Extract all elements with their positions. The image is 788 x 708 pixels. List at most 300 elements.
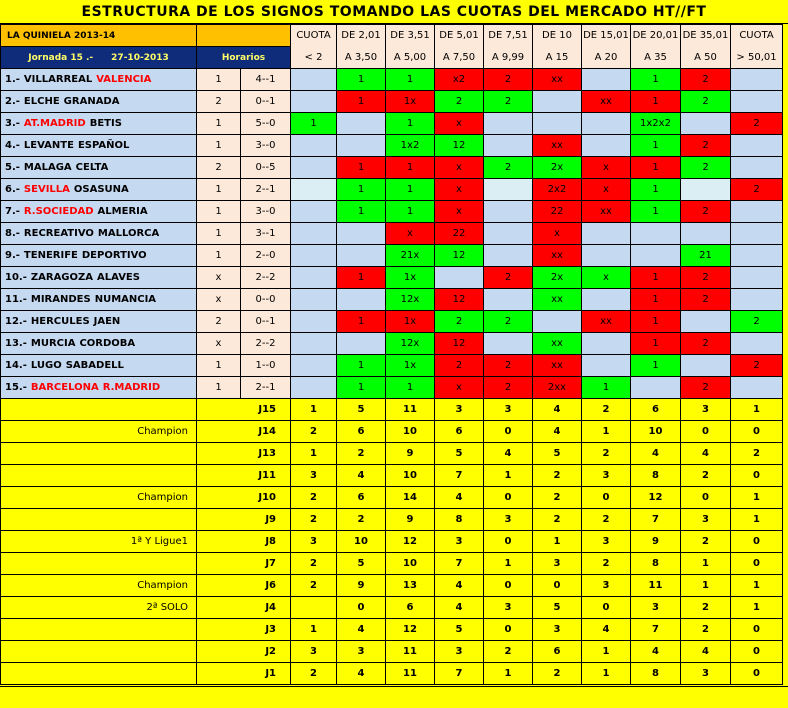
match-score: 2--2 (241, 333, 291, 355)
summary-note: Champion (1, 487, 197, 509)
match-name (1, 245, 197, 267)
odds-cell: 1 (631, 201, 681, 223)
odds-cell: xx (533, 69, 582, 91)
odds-cell: 2 (681, 267, 731, 289)
cuota-header-bottom: A 20 (582, 47, 631, 69)
summary-value: 3 (291, 531, 337, 553)
summary-value: 1 (291, 619, 337, 641)
summary-row (1, 575, 783, 597)
summary-row (1, 443, 783, 465)
match-name (1, 289, 197, 311)
summary-note: 1ª Y Ligue1 (1, 531, 197, 553)
away-team: JAEN (93, 316, 121, 327)
odds-cell: 1 (337, 311, 386, 333)
summary-value: 4 (337, 465, 386, 487)
match-score: 2--1 (241, 377, 291, 399)
summary-jornada: J4 (197, 597, 291, 619)
odds-cell: x (435, 113, 484, 135)
match-number: 14.- (5, 360, 27, 371)
summary-value: 3 (337, 641, 386, 663)
summary-value: 6 (337, 487, 386, 509)
match-name (1, 311, 197, 333)
odds-cell: x (435, 201, 484, 223)
match-sign: 2 (197, 157, 241, 179)
odds-cell (291, 223, 337, 245)
odds-cell (533, 113, 582, 135)
odds-cell (731, 223, 783, 245)
summary-value: 4 (631, 443, 681, 465)
odds-cell (291, 135, 337, 157)
odds-cell: 2 (681, 157, 731, 179)
match-row (1, 245, 783, 267)
cuota-header-top: CUOTA (731, 25, 783, 47)
odds-cell (731, 377, 783, 399)
match-name (1, 157, 197, 179)
odds-cell (582, 69, 631, 91)
odds-cell (731, 157, 783, 179)
odds-cell: 1 (631, 135, 681, 157)
odds-cell: 1x (386, 355, 435, 377)
match-score: 5--0 (241, 113, 291, 135)
match-row (1, 91, 783, 113)
odds-cell (631, 245, 681, 267)
summary-value: 9 (631, 531, 681, 553)
summary-value: 10 (631, 421, 681, 443)
match-score: 3--0 (241, 201, 291, 223)
summary-value: 6 (533, 641, 582, 663)
odds-cell (337, 113, 386, 135)
odds-cell: xx (582, 201, 631, 223)
odds-cell (291, 91, 337, 113)
summary-value: 3 (582, 465, 631, 487)
odds-cell: 1 (386, 157, 435, 179)
summary-value: 9 (386, 509, 435, 531)
odds-cell: 2 (484, 157, 533, 179)
summary-value: 3 (291, 465, 337, 487)
odds-cell (337, 333, 386, 355)
summary-value: 4 (681, 443, 731, 465)
summary-value: 10 (386, 465, 435, 487)
summary-value: 0 (582, 597, 631, 619)
odds-cell (484, 113, 533, 135)
summary-value: 2 (291, 663, 337, 685)
odds-cell: 2 (484, 311, 533, 333)
match-sign: 1 (197, 355, 241, 377)
odds-cell (582, 223, 631, 245)
summary-value: 3 (533, 553, 582, 575)
odds-cell: xx (582, 91, 631, 113)
match-score: 2--2 (241, 267, 291, 289)
summary-value: 0 (731, 663, 783, 685)
odds-cell: 1 (386, 113, 435, 135)
summary-value: 1 (533, 531, 582, 553)
summary-value: 2 (484, 641, 533, 663)
summary-value: 0 (731, 531, 783, 553)
odds-cell (582, 113, 631, 135)
odds-cell: xx (582, 311, 631, 333)
summary-value: 0 (582, 487, 631, 509)
away-team: BETIS (89, 118, 122, 129)
odds-cell: 1 (386, 201, 435, 223)
match-row (1, 201, 783, 223)
odds-cell: 12 (435, 135, 484, 157)
summary-value: 5 (533, 443, 582, 465)
summary-value: 13 (386, 575, 435, 597)
summary-value: 1 (681, 575, 731, 597)
odds-cell (484, 201, 533, 223)
odds-cell (681, 179, 731, 201)
header-row-top (1, 25, 783, 47)
summary-value: 3 (291, 641, 337, 663)
match-row (1, 223, 783, 245)
match-row (1, 69, 783, 91)
summary-value: 0 (681, 421, 731, 443)
odds-cell: 2 (681, 289, 731, 311)
home-team: LEVANTE (23, 140, 74, 151)
match-name (1, 135, 197, 157)
odds-cell (582, 245, 631, 267)
jornada-date: 27-10-2013 (111, 52, 169, 63)
summary-value: 7 (435, 663, 484, 685)
summary-note: Champion (1, 421, 197, 443)
odds-cell: 1 (582, 377, 631, 399)
summary-value: 1 (731, 487, 783, 509)
summary-value: 0 (484, 487, 533, 509)
away-team: NUMANCIA (94, 294, 157, 305)
odds-cell: 2 (681, 91, 731, 113)
bottom-band (0, 686, 788, 708)
summary-value: 12 (631, 487, 681, 509)
cuota-header-bottom: A 15 (533, 47, 582, 69)
summary-value: 7 (631, 619, 681, 641)
summary-value: 3 (681, 509, 731, 531)
summary-value: 0 (731, 553, 783, 575)
summary-row (1, 421, 783, 443)
summary-value: 2 (291, 509, 337, 531)
odds-cell: 2 (681, 377, 731, 399)
match-number: 1.- (5, 74, 20, 85)
summary-value: 1 (731, 575, 783, 597)
summary-jornada: J15 (197, 399, 291, 421)
odds-cell: 1 (631, 91, 681, 113)
match-row (1, 113, 783, 135)
home-team: BARCELONA (30, 382, 99, 393)
match-sign: x (197, 289, 241, 311)
odds-cell: xx (533, 355, 582, 377)
match-name (1, 201, 197, 223)
summary-value: 3 (582, 575, 631, 597)
odds-cell (337, 223, 386, 245)
odds-cell: 1 (337, 355, 386, 377)
summary-row (1, 663, 783, 685)
odds-cell: 2 (484, 69, 533, 91)
summary-value: 10 (386, 553, 435, 575)
summary-value: 3 (435, 399, 484, 421)
odds-cell: 1x2 (386, 135, 435, 157)
summary-value: 2 (582, 553, 631, 575)
summary-jornada: J6 (197, 575, 291, 597)
summary-value: 4 (533, 421, 582, 443)
match-name (1, 355, 197, 377)
summary-value: 11 (386, 663, 435, 685)
summary-value: 10 (386, 421, 435, 443)
home-team: SEVILLA (23, 184, 70, 195)
odds-cell (731, 135, 783, 157)
match-row (1, 267, 783, 289)
summary-value: 0 (731, 619, 783, 641)
odds-cell: x (582, 179, 631, 201)
match-sign: x (197, 267, 241, 289)
summary-value: 0 (484, 421, 533, 443)
odds-cell: x (435, 179, 484, 201)
odds-cell (291, 201, 337, 223)
summary-value: 3 (484, 509, 533, 531)
summary-value: 3 (484, 597, 533, 619)
summary-jornada: J14 (197, 421, 291, 443)
jornada-label (1, 47, 197, 69)
match-name (1, 69, 197, 91)
match-name (1, 267, 197, 289)
odds-cell (484, 245, 533, 267)
match-row (1, 355, 783, 377)
summary-value: 0 (681, 487, 731, 509)
odds-cell (731, 333, 783, 355)
match-name (1, 91, 197, 113)
odds-cell: 1 (337, 377, 386, 399)
match-score: 1--0 (241, 355, 291, 377)
summary-value: 4 (681, 641, 731, 663)
away-team: ESPAÑOL (77, 140, 130, 151)
summary-value (291, 597, 337, 619)
summary-value: 2 (533, 465, 582, 487)
match-number: 4.- (5, 140, 20, 151)
summary-value: 3 (533, 619, 582, 641)
odds-cell: 1 (631, 179, 681, 201)
summary-value: 3 (631, 597, 681, 619)
summary-value: 0 (731, 641, 783, 663)
summary-value: 0 (484, 619, 533, 641)
odds-cell (337, 289, 386, 311)
match-number: 7.- (5, 206, 20, 217)
odds-cell (533, 91, 582, 113)
summary-value: 1 (582, 663, 631, 685)
odds-cell (582, 333, 631, 355)
summary-jornada: J8 (197, 531, 291, 553)
odds-cell: 1x2x2 (631, 113, 681, 135)
match-number: 13.- (5, 338, 27, 349)
summary-jornada: J1 (197, 663, 291, 685)
odds-cell: 1 (631, 333, 681, 355)
home-team: MURCIA (30, 338, 76, 349)
summary-value: 3 (435, 641, 484, 663)
summary-value: 1 (582, 641, 631, 663)
summary-note (1, 443, 197, 465)
match-row (1, 377, 783, 399)
summary-value: 1 (731, 399, 783, 421)
away-team: MALLORCA (97, 228, 160, 239)
summary-jornada: J13 (197, 443, 291, 465)
away-team: R.MADRID (102, 382, 161, 393)
match-score: 2--0 (241, 245, 291, 267)
summary-value: 11 (386, 399, 435, 421)
away-team: SABADELL (65, 360, 124, 371)
match-score: 4--1 (241, 69, 291, 91)
odds-cell (731, 245, 783, 267)
summary-value: 0 (484, 575, 533, 597)
summary-row (1, 531, 783, 553)
match-sign: 2 (197, 311, 241, 333)
odds-cell: 1x (386, 267, 435, 289)
away-team: CORDOBA (79, 338, 136, 349)
quiniela-title: LA QUINIELA 2013-14 (1, 25, 197, 47)
odds-cell: 1 (337, 201, 386, 223)
cuota-header-top: DE 2,01 (337, 25, 386, 47)
cuota-header-top: DE 10 (533, 25, 582, 47)
summary-note: Champion (1, 575, 197, 597)
odds-cell: 22 (435, 223, 484, 245)
match-sign: 1 (197, 113, 241, 135)
home-team: LUGO (30, 360, 62, 371)
summary-value: 2 (681, 465, 731, 487)
odds-cell (681, 355, 731, 377)
odds-cell (582, 355, 631, 377)
odds-cell: 12x (386, 289, 435, 311)
summary-value: 0 (731, 421, 783, 443)
horarios-label: Horarios (197, 47, 291, 69)
odds-cell: 2 (484, 267, 533, 289)
odds-cell (484, 289, 533, 311)
cuota-header-bottom: > 50,01 (731, 47, 783, 69)
odds-cell: 1x (386, 91, 435, 113)
summary-value: 2 (731, 443, 783, 465)
odds-cell: 22 (533, 201, 582, 223)
odds-cell (291, 289, 337, 311)
summary-value: 14 (386, 487, 435, 509)
summary-note (1, 663, 197, 685)
odds-cell: 2 (435, 91, 484, 113)
odds-cell: 2 (484, 91, 533, 113)
away-team: VALENCIA (96, 74, 152, 85)
odds-cell: 2x (533, 267, 582, 289)
odds-cell: x (582, 267, 631, 289)
odds-cell (291, 179, 337, 201)
odds-cell (337, 135, 386, 157)
summary-value: 4 (337, 663, 386, 685)
summary-value: 9 (337, 575, 386, 597)
summary-value: 7 (435, 553, 484, 575)
summary-value: 11 (631, 575, 681, 597)
summary-value: 0 (484, 531, 533, 553)
match-name (1, 333, 197, 355)
cuota-header-top: DE 7,51 (484, 25, 533, 47)
odds-cell: 21x (386, 245, 435, 267)
summary-value: 6 (435, 421, 484, 443)
match-sign: 2 (197, 91, 241, 113)
odds-cell: 2 (731, 113, 783, 135)
cuota-header-top: DE 20,01 (631, 25, 681, 47)
odds-cell: 1 (291, 113, 337, 135)
odds-cell (681, 113, 731, 135)
summary-value: 5 (337, 553, 386, 575)
odds-cell (681, 223, 731, 245)
home-team: MIRANDES (30, 294, 91, 305)
cuota-header-top: DE 15,01 (582, 25, 631, 47)
summary-value: 11 (386, 641, 435, 663)
match-name (1, 377, 197, 399)
match-sign: 1 (197, 135, 241, 157)
odds-cell (291, 377, 337, 399)
home-team: MALAGA (23, 162, 72, 173)
odds-cell: 1 (631, 267, 681, 289)
summary-note (1, 399, 197, 421)
summary-value: 9 (386, 443, 435, 465)
odds-cell (731, 267, 783, 289)
home-team: ELCHE (23, 96, 60, 107)
jornada-number: Jornada 15 .- (28, 52, 94, 63)
odds-cell (291, 245, 337, 267)
match-name (1, 179, 197, 201)
summary-value: 2 (681, 597, 731, 619)
odds-cell: 21 (681, 245, 731, 267)
odds-cell: 2 (731, 355, 783, 377)
away-team: CELTA (75, 162, 109, 173)
summary-row (1, 641, 783, 663)
summary-value: 2 (582, 509, 631, 531)
summary-value: 2 (291, 553, 337, 575)
odds-cell (533, 311, 582, 333)
odds-cell: 2x (533, 157, 582, 179)
away-team: DEPORTIVO (81, 250, 147, 261)
summary-row (1, 619, 783, 641)
away-team: ALMERIA (97, 206, 148, 217)
summary-value: 5 (435, 619, 484, 641)
summary-value: 2 (681, 531, 731, 553)
away-team: ALAVES (97, 272, 140, 283)
odds-cell: 1 (386, 69, 435, 91)
match-sign: 1 (197, 377, 241, 399)
odds-cell: 2 (731, 179, 783, 201)
match-name (1, 223, 197, 245)
home-team: ZARAGOZA (30, 272, 94, 283)
odds-cell (291, 333, 337, 355)
odds-cell (631, 377, 681, 399)
summary-note (1, 619, 197, 641)
header-blank (197, 25, 291, 47)
summary-jornada: J10 (197, 487, 291, 509)
cuota-header-top: DE 5,01 (435, 25, 484, 47)
header-row-bottom (1, 47, 783, 69)
odds-cell (291, 311, 337, 333)
odds-cell: x (435, 377, 484, 399)
match-sign: x (197, 333, 241, 355)
summary-note (1, 553, 197, 575)
summary-value: 5 (337, 399, 386, 421)
odds-cell: 2xx (533, 377, 582, 399)
odds-cell (731, 201, 783, 223)
summary-value: 1 (582, 421, 631, 443)
summary-value: 7 (435, 465, 484, 487)
summary-note (1, 509, 197, 531)
summary-value: 2 (337, 443, 386, 465)
odds-cell: 2 (435, 311, 484, 333)
match-number: 12.- (5, 316, 27, 327)
odds-cell: x2 (435, 69, 484, 91)
odds-cell: 2 (731, 311, 783, 333)
odds-cell: 1 (631, 311, 681, 333)
odds-cell: 2 (681, 201, 731, 223)
match-row (1, 311, 783, 333)
summary-row (1, 553, 783, 575)
